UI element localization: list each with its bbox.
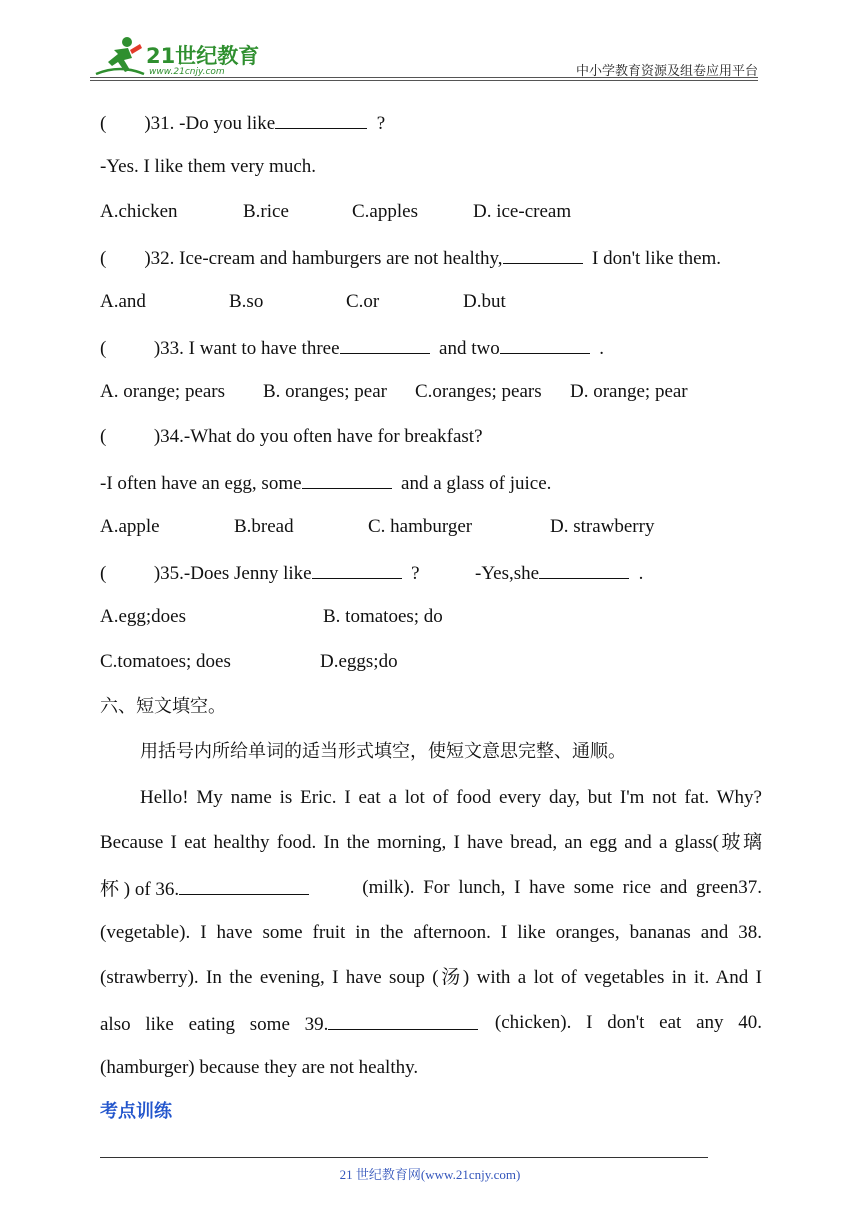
q35-reply-text: -Yes,she	[475, 563, 540, 584]
q31-option-a: A.chicken	[100, 201, 178, 222]
passage-line-3-start	[100, 876, 309, 902]
q34-reply-start: -I often have an egg, some	[100, 473, 302, 494]
q34-reply-end: and a glass of juice.	[391, 473, 552, 494]
passage-l3a: 杯 ) of 36.	[100, 879, 180, 900]
q34-option-b: B.bread	[234, 516, 294, 537]
q35-option-b: B. tomatoes; do	[323, 606, 443, 627]
logo-text: 21世纪教育	[146, 44, 260, 68]
q31-option-d: D. ice-cream	[473, 201, 572, 222]
q32-option-b: B.so	[229, 291, 264, 312]
q34-blank[interactable]	[302, 470, 392, 489]
passage-blank-36[interactable]	[179, 876, 309, 895]
passage-line-6-start	[100, 1011, 478, 1037]
section-6-title: 六、短文填空。	[100, 696, 226, 717]
passage-line-2: Because I eat healthy food. In the morning, I have bread, an egg and a glass(玻璃	[100, 832, 762, 853]
q35-end: .	[629, 563, 644, 584]
q33-option-a: A. orange; pears	[100, 381, 226, 402]
q34-reply	[100, 470, 551, 496]
section-6-instruction: 用括号内所给单词的适当形式填空，使短文意思完整、通顺。	[140, 741, 626, 762]
q34-option-c: C. hamburger	[368, 516, 473, 537]
q31-blank[interactable]	[275, 110, 367, 129]
passage-l6a: also like eating some 39.	[100, 1014, 329, 1035]
passage-line-1: Hello! My name is Eric. I eat a lot of food every day, but I'm not fat. Why?	[140, 787, 762, 808]
q33-option-c: C.oranges; pears	[415, 381, 542, 402]
q33-option-d: D. orange; pear	[570, 381, 688, 402]
q32-option-a: A.and	[100, 291, 146, 312]
q32-stem: ( )32. Ice-cream and hamburgers are not healthy,	[100, 248, 503, 269]
q31-reply: -Yes. I like them very much.	[100, 156, 317, 177]
question-31	[100, 110, 385, 136]
header-divider	[90, 77, 758, 78]
runner-logo-icon	[94, 34, 146, 78]
q33-end: .	[589, 338, 604, 359]
q35-stem: ( )35.-Does Jenny like	[100, 563, 312, 584]
footer-divider	[100, 1157, 708, 1158]
passage-line-3	[100, 876, 762, 902]
passage-l3b: (milk). For lunch, I have some rice and green37.	[362, 877, 762, 898]
q35-option-c: C.tomatoes; does	[100, 651, 231, 672]
q31-end: ?	[367, 113, 386, 134]
q31-option-c: C.apples	[352, 201, 418, 222]
passage-blank-39[interactable]	[328, 1011, 478, 1030]
passage-line-5: (strawberry). In the evening, I have soup (汤) with a lot of vegetables in it. And I	[100, 967, 762, 988]
site-logo	[94, 34, 264, 78]
q33-option-b: B. oranges; pear	[263, 381, 387, 402]
q35-mid: ?	[401, 563, 420, 584]
page-footer: 21 世纪教育网(www.21cnjy.com)	[339, 1167, 521, 1182]
q32-blank[interactable]	[503, 245, 583, 264]
q31-option-b: B.rice	[243, 201, 289, 222]
q35-blank-1[interactable]	[312, 560, 402, 579]
q32-option-c: C.or	[346, 291, 380, 312]
header-divider-2	[90, 80, 758, 81]
q33-blank-2[interactable]	[500, 335, 590, 354]
question-35	[100, 560, 420, 586]
q35-option-d: D.eggs;do	[320, 651, 398, 672]
q33-blank-1[interactable]	[340, 335, 430, 354]
question-34: ( )34.-What do you often have for breakfast?	[100, 426, 483, 447]
section-next-title: 考点训练	[100, 1101, 172, 1122]
q34-option-d: D. strawberry	[550, 516, 655, 537]
passage-line-7: (hamburger) because they are not healthy.	[100, 1057, 419, 1078]
q32-end: I don't like them.	[582, 248, 722, 269]
passage-line-6	[100, 1011, 762, 1037]
q33-stem: ( )33. I want to have three	[100, 338, 340, 359]
question-32	[100, 245, 721, 271]
q31-stem: ( )31. -Do you like	[100, 113, 276, 134]
q35-reply	[475, 560, 643, 586]
question-33	[100, 335, 604, 361]
logo-url: www.21cnjy.com	[149, 67, 225, 77]
page-header	[90, 30, 758, 80]
passage-line-4: (vegetable). I have some fruit in the afternoon. I like oranges, bananas and 38.	[100, 922, 762, 943]
q35-blank-2[interactable]	[539, 560, 629, 579]
passage-l6b: (chicken). I don't eat any 40.	[494, 1012, 762, 1033]
q32-option-d: D.but	[463, 291, 506, 312]
q35-option-a: A.egg;does	[100, 606, 187, 627]
header-tagline: 中小学教育资源及组卷应用平台	[575, 64, 758, 79]
q34-option-a: A.apple	[100, 516, 160, 537]
q33-mid: and two	[429, 338, 500, 359]
